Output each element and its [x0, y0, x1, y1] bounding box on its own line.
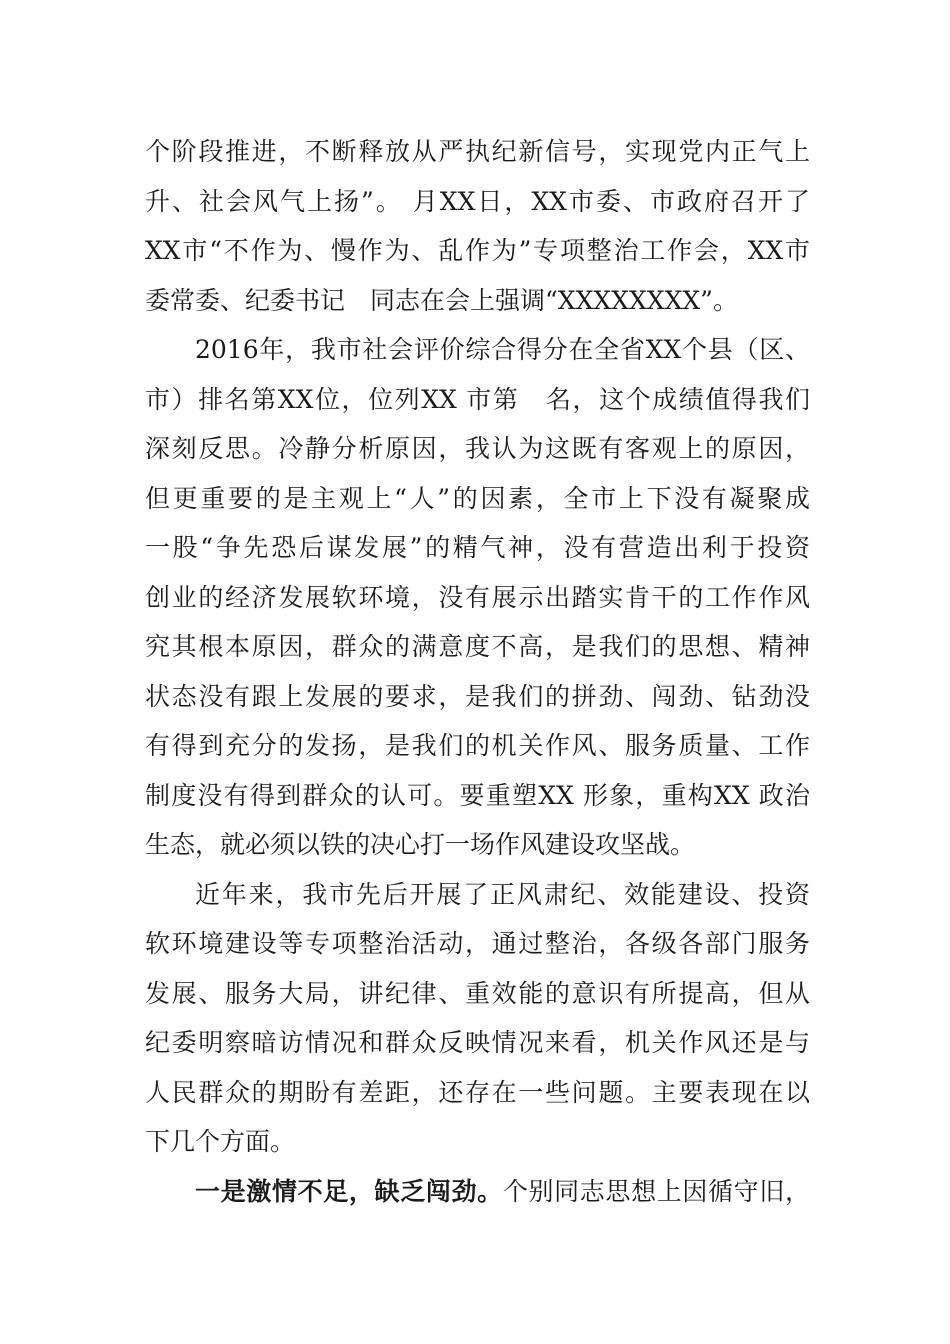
bold-lead-text: 一是激情不足，缺乏闯劲。 [195, 1176, 503, 1206]
text-line: 下几个方面。 [145, 1127, 296, 1156]
paragraph [145, 325, 810, 870]
text-line: 近年来，我市先后开展了正风肃纪、效能建设、投资 [195, 879, 810, 909]
text-line: 人民群众的期盼有差距，还存在一些问题。主要表现在以 [145, 1077, 810, 1107]
text-line: 但更重要的是主观上“人”的因素，全市上下没有凝聚成 [145, 483, 810, 513]
text-line: 升、社会风气上扬”。 月XX日，XX市委、市政府召开了 [145, 186, 810, 216]
text-line: 发展、服务大局，讲纪律、重效能的意识有所提高，但从 [145, 978, 810, 1008]
text-line: 委常委、纪委书记 同志在会上强调“XXXXXXXX”。 [145, 285, 738, 315]
text-run: 个别同志思想上因循守旧， [502, 1176, 810, 1206]
text-line: 纪委明察暗访情况和群众反映情况来看，机关作风还是与 [145, 1028, 810, 1057]
paragraph [145, 127, 810, 325]
paragraph [145, 1167, 810, 1217]
text-line [145, 1167, 810, 1217]
text-line: 状态没有跟上发展的要求，是我们的拼劲、闯劲、钻劲没 [145, 681, 810, 711]
text-line: 究其根本原因，群众的满意度不高，是我们的思想、精神 [145, 632, 810, 661]
document-body [145, 127, 810, 1216]
text-line: 市）排名第XX位，位列XX 市第 名，这个成绩值得我们 [145, 384, 810, 414]
text-line: XX市“不作为、慢作为、乱作为”专项整治工作会，XX市 [145, 236, 810, 265]
text-line: 有得到充分的发扬，是我们的机关作风、服务质量、工作 [145, 731, 810, 760]
text-line: 个阶段推进，不断释放从严执纪新信号，实现党内正气上 [145, 137, 810, 166]
text-line: 深刻反思。冷静分析原因，我认为这既有客观上的原因， [145, 434, 810, 463]
text-line: 制度没有得到群众的认可。要重塑XX 形象，重构XX 政治 [145, 780, 810, 810]
paragraph [145, 870, 810, 1167]
text-line: 2016年，我市社会评价综合得分在全省XX个县（区、 [195, 335, 810, 364]
text-line: 创业的经济发展软环境，没有展示出踏实肯干的工作作风 [145, 582, 810, 612]
text-line: 生态，就必须以铁的决心打一场作风建设攻坚战。 [145, 830, 696, 859]
text-line: 一股“争先恐后谋发展”的精气神，没有营造出利于投资 [145, 533, 810, 562]
text-line: 软环境建设等专项整治活动，通过整治，各级各部门服务 [145, 929, 810, 958]
